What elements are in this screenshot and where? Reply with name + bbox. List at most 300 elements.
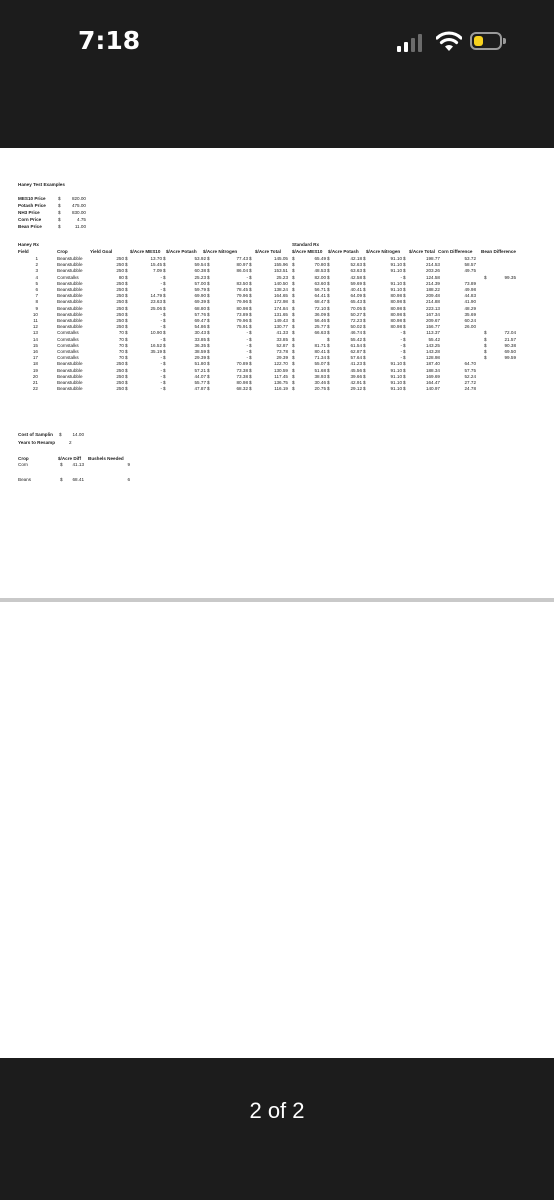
summary-crop: Beans <box>18 477 32 482</box>
row-nitrogen: - <box>246 355 248 361</box>
currency-symbol: $ <box>403 349 406 354</box>
row-yield-goal: 250 <box>116 305 124 311</box>
currency-symbol: $ <box>363 355 366 361</box>
row-nitrogen: 79.96 <box>236 293 248 299</box>
currency-symbol: $ <box>125 373 128 379</box>
cellular-signal-icon <box>397 34 425 52</box>
row-std-nitrogen: 80.98 <box>390 299 402 305</box>
row-nitrogen: 70.89 <box>236 361 248 367</box>
row-std-total: 143.28 <box>425 349 440 354</box>
currency-symbol: $ <box>163 349 166 354</box>
row-std-mes10: 63.60 <box>314 280 326 286</box>
price-currency: $ <box>58 224 61 229</box>
row-std-potash: 64.09 <box>350 293 362 299</box>
currency-symbol: $ <box>207 299 210 305</box>
currency-symbol: $ <box>207 336 210 342</box>
currency-symbol: $ <box>363 299 366 305</box>
row-crop: Cornstalks <box>57 349 79 354</box>
currency-symbol: $ <box>207 287 210 292</box>
currency-symbol: $ <box>484 336 487 342</box>
row-std-potash: 45.56 <box>350 367 362 373</box>
currency-symbol: $ <box>249 342 252 348</box>
row-field: 16 <box>32 349 38 354</box>
row-field: 10 <box>32 311 38 317</box>
row-nitrogen: 73.38 <box>236 373 248 379</box>
currency-symbol: $ <box>249 287 252 292</box>
row-potash: 57.00 <box>194 280 206 286</box>
summary-currency: $ <box>60 477 63 482</box>
currency-symbol: $ <box>249 380 252 385</box>
currency-symbol: $ <box>207 361 210 367</box>
currency-symbol: $ <box>403 318 406 323</box>
currency-symbol: $ <box>363 318 366 323</box>
row-yield-goal: 250 <box>116 287 124 292</box>
row-std-nitrogen: 80.98 <box>390 324 402 330</box>
row-total: 174.84 <box>273 305 288 311</box>
price-currency: $ <box>58 210 61 215</box>
currency-symbol: $ <box>363 311 366 317</box>
row-total: 136.75 <box>273 380 288 385</box>
currency-symbol: $ <box>327 336 330 342</box>
currency-symbol: $ <box>484 355 487 361</box>
currency-symbol: $ <box>292 311 295 317</box>
row-yield-goal: 70 <box>118 342 124 348</box>
currency-symbol: $ <box>249 361 252 367</box>
currency-symbol: $ <box>403 355 406 361</box>
currency-symbol: $ <box>125 262 128 268</box>
currency-symbol: $ <box>292 367 295 373</box>
row-nitrogen: - <box>246 274 248 280</box>
row-crop: Beanstubble <box>57 287 83 292</box>
currency-symbol: $ <box>163 280 166 286</box>
row-field: 22 <box>32 386 38 392</box>
currency-symbol: $ <box>125 330 128 336</box>
row-std-potash: 63.63 <box>350 268 362 274</box>
price-label: Bean Price <box>18 224 42 229</box>
row-std-total: 188.34 <box>425 367 440 373</box>
price-value: 475.00 <box>71 203 86 208</box>
row-bean-difference: 90.38 <box>504 342 516 348</box>
row-std-potash: 72.23 <box>350 318 362 323</box>
currency-symbol: $ <box>163 318 166 323</box>
row-field: 2 <box>35 262 38 268</box>
currency-symbol: $ <box>249 336 252 342</box>
row-yield-goal: 250 <box>116 380 124 385</box>
currency-symbol: $ <box>163 336 166 342</box>
row-std-nitrogen: 91.10 <box>390 268 402 274</box>
currency-symbol: $ <box>125 299 128 305</box>
row-potash: 33.85 <box>194 336 206 342</box>
summary-header-diff: $/Acre Diff <box>58 456 81 461</box>
currency-symbol: $ <box>163 305 166 311</box>
currency-symbol: $ <box>327 305 330 311</box>
row-corn-difference: 52.24 <box>464 373 476 379</box>
row-std-mes10: 30.46 <box>314 380 326 385</box>
row-std-potash: 50.02 <box>350 324 362 330</box>
row-yield-goal: 250 <box>116 262 124 268</box>
currency-symbol: $ <box>125 311 128 317</box>
row-field: 7 <box>35 293 38 299</box>
currency-symbol: $ <box>249 355 252 361</box>
currency-symbol: $ <box>292 355 295 361</box>
currency-symbol: $ <box>403 305 406 311</box>
row-mes10: - <box>160 324 162 330</box>
row-std-mes10: 81.71 <box>314 342 326 348</box>
currency-symbol: $ <box>207 367 210 373</box>
price-label: Potash Price <box>18 203 46 208</box>
currency-symbol: $ <box>403 311 406 317</box>
row-corn-difference: 49.75 <box>464 268 476 274</box>
currency-symbol: $ <box>327 342 330 348</box>
row-nitrogen: - <box>246 336 248 342</box>
row-field: 9 <box>35 305 38 311</box>
currency-symbol: $ <box>363 373 366 379</box>
row-nitrogen: 79.96 <box>236 318 248 323</box>
years-resample-value: 2 <box>69 440 72 445</box>
row-nitrogen: 80.98 <box>236 380 248 385</box>
row-mes10: 15.45 <box>150 262 162 268</box>
currency-symbol: $ <box>249 349 252 354</box>
years-resample-label: Years to Resamp <box>18 440 56 445</box>
currency-symbol: $ <box>403 324 406 330</box>
row-yield-goal: 250 <box>116 268 124 274</box>
col-header-potash: $/Acre Potash <box>166 249 197 254</box>
row-crop: Beanstubble <box>57 268 83 274</box>
row-field: 13 <box>32 330 38 336</box>
row-crop: Cornstalks <box>57 330 79 336</box>
row-crop: Cornstalks <box>57 274 79 280</box>
row-nitrogen: 73.38 <box>236 367 248 373</box>
row-total: 155.96 <box>273 262 288 268</box>
currency-symbol: $ <box>327 330 330 336</box>
row-std-potash: 57.64 <box>350 355 362 361</box>
row-total: 130.77 <box>273 324 288 330</box>
currency-symbol: $ <box>207 330 210 336</box>
row-bean-difference: 21.57 <box>504 336 516 342</box>
row-std-nitrogen: 91.10 <box>390 373 402 379</box>
price-value: 4.75 <box>77 217 86 222</box>
row-potash: 69.39 <box>194 299 206 305</box>
currency-symbol: $ <box>163 361 166 367</box>
summary-header-bushels: Bushels Needed <box>88 456 124 461</box>
row-yield-goal: 70 <box>118 349 124 354</box>
status-bar <box>0 0 554 148</box>
row-mes10: 16.52 <box>150 342 162 348</box>
row-std-potash: 41.23 <box>350 361 362 367</box>
section-standard-rx: Standard Rx <box>292 242 320 247</box>
row-yield-goal: 250 <box>116 293 124 299</box>
currency-symbol: $ <box>403 386 406 392</box>
row-crop: Cornstalks <box>57 342 79 348</box>
col-header-std-mes10: $/Acre MES10 <box>292 249 323 254</box>
row-std-nitrogen: 80.98 <box>390 293 402 299</box>
currency-symbol: $ <box>363 386 366 392</box>
row-yield-goal: 250 <box>116 256 124 261</box>
row-std-nitrogen: 91.10 <box>390 287 402 292</box>
currency-symbol: $ <box>292 324 295 330</box>
row-mes10: 25.06 <box>150 305 162 311</box>
currency-symbol: $ <box>207 274 210 280</box>
currency-symbol: $ <box>163 355 166 361</box>
row-std-nitrogen: - <box>400 342 402 348</box>
currency-symbol: $ <box>125 256 128 261</box>
currency-symbol: $ <box>484 342 487 348</box>
row-field: 18 <box>32 361 38 367</box>
currency-symbol: $ <box>363 268 366 274</box>
row-std-total: 188.22 <box>425 287 440 292</box>
row-std-mes10: 80.41 <box>314 349 326 354</box>
currency-symbol: $ <box>292 268 295 274</box>
summary-bushels: 6 <box>127 477 130 482</box>
row-mes10: - <box>160 287 162 292</box>
row-std-mes10: 48.53 <box>314 268 326 274</box>
row-nitrogen: - <box>246 342 248 348</box>
currency-symbol: $ <box>292 318 295 323</box>
currency-symbol: $ <box>249 367 252 373</box>
row-std-potash: 42.18 <box>350 256 362 261</box>
row-nitrogen: 86.04 <box>236 268 248 274</box>
currency-symbol: $ <box>125 293 128 299</box>
row-crop: Beanstubble <box>57 380 83 385</box>
row-total: 52.87 <box>276 342 288 348</box>
row-std-nitrogen: 91.10 <box>390 256 402 261</box>
row-field: 17 <box>32 355 38 361</box>
currency-symbol: $ <box>292 330 295 336</box>
currency-symbol: $ <box>125 361 128 367</box>
row-std-nitrogen: 91.10 <box>390 280 402 286</box>
currency-symbol: $ <box>249 256 252 261</box>
row-std-nitrogen: - <box>400 355 402 361</box>
row-std-nitrogen: 80.98 <box>390 311 402 317</box>
row-std-nitrogen: 91.10 <box>390 262 402 268</box>
row-std-total: 169.69 <box>425 373 440 379</box>
currency-symbol: $ <box>403 293 406 299</box>
row-potash: 36.35 <box>194 342 206 348</box>
currency-symbol: $ <box>327 324 330 330</box>
row-total: 33.85 <box>276 336 288 342</box>
row-total: 117.45 <box>274 373 288 379</box>
row-mes10: - <box>160 373 162 379</box>
row-field: 14 <box>32 336 38 342</box>
col-header-std-nitrogen: $/Acre Nitrogen <box>366 249 401 254</box>
row-std-potash: 40.41 <box>350 287 362 292</box>
currency-symbol: $ <box>363 305 366 311</box>
row-field: 11 <box>33 318 38 323</box>
currency-symbol: $ <box>163 373 166 379</box>
row-potash: 54.86 <box>194 324 206 330</box>
currency-symbol: $ <box>363 336 366 342</box>
row-std-mes10: 20.75 <box>314 386 326 392</box>
price-label: Corn Price <box>18 217 42 222</box>
row-yield-goal: 70 <box>118 336 124 342</box>
row-corn-difference: 24.78 <box>464 386 476 392</box>
row-std-mes10: 36.09 <box>314 311 326 317</box>
row-bean-difference: 99.59 <box>504 355 516 361</box>
row-total: 41.33 <box>276 330 288 336</box>
currency-symbol: $ <box>125 274 128 280</box>
row-bean-difference: 72.04 <box>504 330 516 336</box>
row-potash: 59.79 <box>194 287 206 292</box>
currency-symbol: $ <box>363 361 366 367</box>
currency-symbol: $ <box>327 293 330 299</box>
row-std-total: 214.88 <box>425 299 440 305</box>
row-std-mes10: 55.07 <box>314 361 326 367</box>
currency-symbol: $ <box>403 299 406 305</box>
summary-header-crop: Crop <box>18 456 29 461</box>
currency-symbol: $ <box>249 386 252 392</box>
currency-symbol: $ <box>292 280 295 286</box>
battery-icon <box>470 32 506 50</box>
currency-symbol: $ <box>327 268 330 274</box>
row-crop: Cornstalks <box>57 355 79 361</box>
currency-symbol: $ <box>249 262 252 268</box>
row-mes10: - <box>160 336 162 342</box>
row-field: 19 <box>32 367 38 373</box>
row-field: 12 <box>32 324 38 330</box>
currency-symbol: $ <box>327 274 330 280</box>
row-corn-difference: 57.75 <box>464 367 476 373</box>
col-header-std-total: $/Acre Total <box>409 249 435 254</box>
row-bean-difference: 99.35 <box>504 274 516 280</box>
row-std-nitrogen: - <box>400 330 402 336</box>
row-std-mes10: 71.34 <box>314 355 326 361</box>
row-nitrogen: 68.32 <box>236 386 248 392</box>
row-total: 116.19 <box>274 386 288 392</box>
currency-symbol: $ <box>292 336 295 342</box>
currency-symbol: $ <box>363 330 366 336</box>
row-std-mes10: 66.63 <box>314 330 326 336</box>
currency-symbol: $ <box>163 293 166 299</box>
row-std-total: 209.67 <box>425 318 440 323</box>
row-crop: Beanstubble <box>57 324 83 330</box>
row-crop: Beanstubble <box>57 373 83 379</box>
row-mes10: 23.63 <box>150 299 162 305</box>
currency-symbol: $ <box>163 367 166 373</box>
row-std-potash: 46.74 <box>350 330 362 336</box>
currency-symbol: $ <box>207 380 210 385</box>
currency-symbol: $ <box>327 349 330 354</box>
row-std-total: 214.39 <box>425 280 440 286</box>
row-std-nitrogen: 80.98 <box>390 318 402 323</box>
currency-symbol: $ <box>125 324 128 330</box>
currency-symbol: $ <box>292 373 295 379</box>
price-value: 830.00 <box>71 210 86 215</box>
row-corn-difference: 26.00 <box>464 324 476 330</box>
row-total: 73.78 <box>276 349 288 354</box>
currency-symbol: $ <box>363 256 366 261</box>
currency-symbol: $ <box>363 262 366 268</box>
row-std-nitrogen: 91.10 <box>390 380 402 385</box>
wifi-icon <box>436 30 462 52</box>
row-yield-goal: 250 <box>116 324 124 330</box>
row-std-total: 143.25 <box>425 342 440 348</box>
row-std-total: 187.40 <box>425 361 440 367</box>
row-total: 164.65 <box>273 293 288 299</box>
row-std-mes10: 82.00 <box>314 274 326 280</box>
currency-symbol: $ <box>292 361 295 367</box>
row-std-total: 55.42 <box>428 336 440 342</box>
currency-symbol: $ <box>163 256 166 261</box>
currency-symbol: $ <box>403 373 406 379</box>
row-field: 5 <box>35 280 38 286</box>
row-std-potash: 55.42 <box>350 336 362 342</box>
row-mes10: 35.19 <box>150 349 162 354</box>
row-nitrogen: 75.91 <box>236 324 248 330</box>
row-field: 1 <box>35 256 38 261</box>
currency-symbol: $ <box>125 318 128 323</box>
row-bean-difference: 69.50 <box>504 349 516 354</box>
currency-symbol: $ <box>363 342 366 348</box>
currency-symbol: $ <box>484 349 487 354</box>
row-mes10: - <box>160 361 162 367</box>
row-yield-goal: 250 <box>116 373 124 379</box>
row-std-mes10: 56.71 <box>314 287 326 292</box>
row-total: 149.43 <box>273 318 288 323</box>
row-crop: Beanstubble <box>57 256 83 261</box>
col-header-nitrogen: $/Acre Nitrogen <box>203 249 238 254</box>
row-mes10: - <box>160 367 162 373</box>
row-crop: Beanstubble <box>57 293 83 299</box>
currency-symbol: $ <box>207 311 210 317</box>
row-std-nitrogen: 91.10 <box>390 386 402 392</box>
row-yield-goal: 70 <box>118 330 124 336</box>
row-std-potash: 39.66 <box>350 373 362 379</box>
currency-symbol: $ <box>403 274 406 280</box>
currency-symbol: $ <box>484 274 487 280</box>
currency-symbol: $ <box>363 380 366 385</box>
currency-symbol: $ <box>125 380 128 385</box>
currency-symbol: $ <box>163 380 166 385</box>
row-crop: Beanstubble <box>57 280 83 286</box>
row-std-total: 167.34 <box>425 311 440 317</box>
row-field: 6 <box>35 287 38 292</box>
row-mes10: 7.09 <box>153 268 162 274</box>
row-corn-difference: 35.69 <box>464 311 476 317</box>
currency-symbol: $ <box>163 311 166 317</box>
currency-symbol: $ <box>207 256 210 261</box>
row-potash: 51.80 <box>194 361 206 367</box>
row-std-mes10: 70.80 <box>314 262 326 268</box>
row-potash: 55.77 <box>194 380 206 385</box>
row-mes10: 13.70 <box>150 256 162 261</box>
row-corn-difference: 53.72 <box>464 256 476 261</box>
row-corn-difference: 58.57 <box>464 262 476 268</box>
row-crop: Beanstubble <box>57 262 83 268</box>
currency-symbol: $ <box>207 386 210 392</box>
currency-symbol: $ <box>403 342 406 348</box>
currency-symbol: $ <box>403 262 406 268</box>
currency-symbol: $ <box>327 311 330 317</box>
currency-symbol: $ <box>163 330 166 336</box>
row-std-mes10: 38.93 <box>314 373 326 379</box>
currency-symbol: $ <box>125 287 128 292</box>
currency-symbol: $ <box>207 293 210 299</box>
currency-symbol: $ <box>249 311 252 317</box>
col-header-field: Field <box>18 249 29 254</box>
row-yield-goal: 250 <box>116 361 124 367</box>
row-std-mes10: 56.46 <box>314 318 326 323</box>
row-std-mes10: 72.10 <box>314 305 326 311</box>
currency-symbol: $ <box>163 268 166 274</box>
summary-diff: 41.13 <box>72 462 84 467</box>
price-label: NH3 Price <box>18 210 40 215</box>
currency-symbol: $ <box>292 287 295 292</box>
row-std-total: 214.53 <box>425 262 440 268</box>
row-crop: Beanstubble <box>57 361 83 367</box>
currency-symbol: $ <box>292 256 295 261</box>
currency-symbol: $ <box>327 280 330 286</box>
row-crop: Cornstalks <box>57 336 79 342</box>
